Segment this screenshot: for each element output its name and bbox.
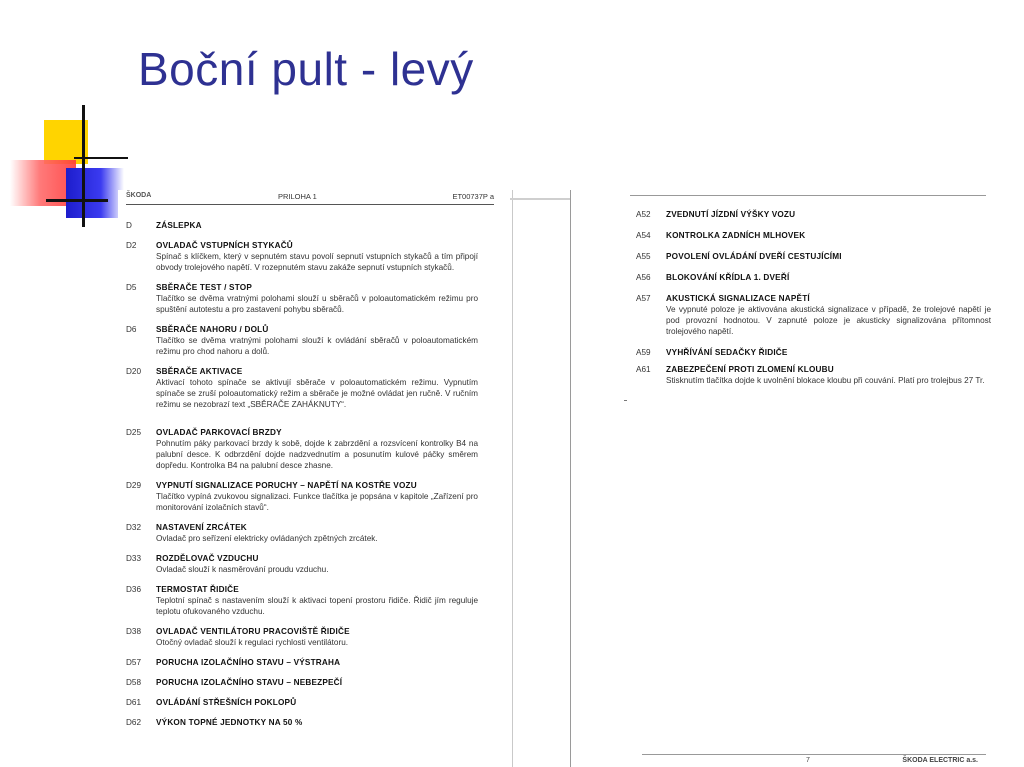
entry-code: D6 [126,325,137,334]
right-entries [636,209,991,386]
entry-code: D2 [126,241,137,250]
list-item [636,209,991,220]
entry-title: VÝKON TOPNÉ JEDNOTKY NA 50 % [156,718,303,727]
entry-description: Spínač s klíčkem, který v sepnutém stavu povolí sepnutí vstupních stykačů a tím připojí obvody trolejového napětí. V rozepnutém stavu zakáže sepnutí vstupních stykačů. [156,252,478,272]
page-number: 7 [806,757,810,764]
entry-description: Tlačítko vypíná zvukovou signalizaci. Funkce tlačítka je popsána v kapitole „Zařízení pro monitorování izolačních stavů“. [156,492,478,512]
entry-description: Ovladač slouží k nasměrování proudu vzduchu. [156,565,329,574]
entry-title: BLOKOVÁNÍ KŘÍDLA 1. DVEŘÍ [666,273,790,282]
list-item [126,717,478,728]
entry-code: D38 [126,627,142,636]
list-item [636,347,991,358]
entry-title: OVLÁDÁNÍ STŘEŠNÍCH POKLOPŮ [156,698,297,707]
entry-title: ZABEZPEČENÍ PROTI ZLOMENÍ KLOUBU [666,365,834,374]
header-doc-id: ET00737P a [452,192,494,201]
list-item [126,553,478,575]
page-edge [510,198,570,200]
list-item [126,366,478,410]
scan-speck [624,400,627,401]
entry-code: D62 [126,718,142,727]
entry-code: A55 [636,252,651,261]
entry-title: VYHŘÍVÁNÍ SEDAČKY ŘIDIČE [666,348,788,357]
entry-code: D25 [126,428,142,437]
entry-description: Ovladač pro seřízení elektricky ovládaných zpětných zrcátek. [156,534,378,543]
blue-square [66,168,124,218]
entry-title: VYPNUTÍ SIGNALIZACE PORUCHY – NAPĚTÍ NA KOSTŘE VOZU [156,481,417,490]
skoda-logo: ŠKODA [126,192,152,199]
entry-description: Aktivací tohoto spínače se aktivují sběrače v poloautomatickém režimu. Vypnutím spínače se zruší poloautomatický režim a sběrače je možné ovládat jen ručně. V ručním režimu se nezobrazí text „SBĚRAČE ZAHÁKNUTY“. [156,378,478,409]
entry-title: PORUCHA IZOLAČNÍHO STAVU – NEBEZPEČÍ [156,678,343,687]
entry-title: NASTAVENÍ ZRCÁTEK [156,523,247,532]
horizontal-line [46,199,108,202]
entry-code: D5 [126,283,137,292]
entry-code: D58 [126,678,142,687]
entry-title: ZVEDNUTÍ JÍZDNÍ VÝŠKY VOZU [666,210,796,219]
left-entries [126,220,478,728]
entry-title: SBĚRAČE NAHORU / DOLŮ [156,325,269,334]
entry-code: D [126,221,132,230]
list-item [126,584,478,617]
list-item [636,251,991,262]
entry-code: A52 [636,210,651,219]
entry-title: ROZDĚLOVAČ VZDUCHU [156,554,259,563]
entry-title: ZÁSLEPKA [156,221,202,230]
list-item [126,626,478,648]
entry-title: POVOLENÍ OVLÁDÁNÍ DVEŘÍ CESTUJÍCÍMI [666,252,842,261]
entry-code: D36 [126,585,142,594]
entry-code: D57 [126,658,142,667]
vertical-line [82,105,85,227]
scanned-page-left [118,190,571,767]
entry-description: Tlačítko se dvěma vratnými polohami slouží k ovládání sběračů v poloautomatickém režimu pro chod nahoru a dolů. [156,336,478,356]
entry-description: Stisknutím tlačítka dojde k uvolnění blokace kloubu při couvání. Platí pro trolejbus 27 Tr. [666,376,985,385]
entry-title: TERMOSTAT ŘIDIČE [156,585,239,594]
entry-code: D32 [126,523,142,532]
scanned-page-right [630,195,992,767]
entry-description: Ve vypnuté poloze je aktivována akustická signalizace v případě, že trolejové napětí je pod provozní hodnotou. V zapnuté poloze je akusticky signalizována přítomnost trolejového napětí. [666,305,991,336]
entry-title: KONTROLKA ZADNÍCH MLHOVEK [666,231,806,240]
page-header [126,190,494,205]
entry-description: Tlačítko se dvěma vratnými polohami slouží u sběračů v poloautomatickém režimu pro spuštění autotestu a pro zastavení pohybu sběračů. [156,294,478,314]
entry-title: SBĚRAČE AKTIVACE [156,367,243,376]
slide-title: Boční pult - levý [138,43,474,95]
list-item [126,697,478,708]
page-edge [512,190,513,767]
list-item [126,522,478,544]
entry-title: OVLADAČ VSTUPNÍCH STYKAČŮ [156,241,293,250]
entry-code: D61 [126,698,142,707]
entry-code: A61 [636,365,651,374]
entry-code: D20 [126,367,142,376]
entry-title: PORUCHA IZOLAČNÍHO STAVU – VÝSTRAHA [156,658,341,667]
entry-code: D33 [126,554,142,563]
page-top-rule [630,195,986,196]
list-item [636,272,991,283]
entry-description: Pohnutím páky parkovací brzdy k sobě, dojde k zabrzdění a rozsvícení kontrolky B4 na palubní desce. K odbrzdění dojde nadzvednutím a posunutím kulové páčky směrem dopředu. Kontrolka B4 na palubní desce zhasne. [156,439,478,470]
entry-code: A56 [636,273,651,282]
list-item [126,657,478,668]
entry-title: OVLADAČ PARKOVACÍ BRZDY [156,428,282,437]
page-footer [630,755,986,767]
list-item [636,230,991,241]
entry-title: SBĚRAČE TEST / STOP [156,283,253,292]
entry-code: A59 [636,348,651,357]
list-item [636,293,991,337]
list-item [126,324,478,357]
list-item [126,677,478,688]
entry-description: Otočný ovladač slouží k regulaci rychlosti ventilátoru. [156,638,349,647]
company-name: ŠKODA ELECTRIC a.s. [902,757,978,764]
list-item [636,364,991,386]
header-center: PRILOHA 1 [278,192,317,201]
horizontal-line [74,157,128,159]
entry-description: Teplotní spínač s nastavením slouží k aktivaci topení prostoru řidiče. Řidič jím reguluje teplotu ofukovaného vzduchu. [156,596,478,616]
list-item [126,282,478,315]
entry-code: A57 [636,294,651,303]
entry-title: OVLADAČ VENTILÁTORU PRACOVIŠTĚ ŘIDIČE [156,627,350,636]
entry-title: AKUSTICKÁ SIGNALIZACE NAPĚTÍ [666,294,810,303]
list-item [126,480,478,513]
list-item [126,427,478,471]
entry-code: D29 [126,481,142,490]
list-item [126,240,478,273]
entry-code: A54 [636,231,651,240]
list-item [126,220,478,231]
